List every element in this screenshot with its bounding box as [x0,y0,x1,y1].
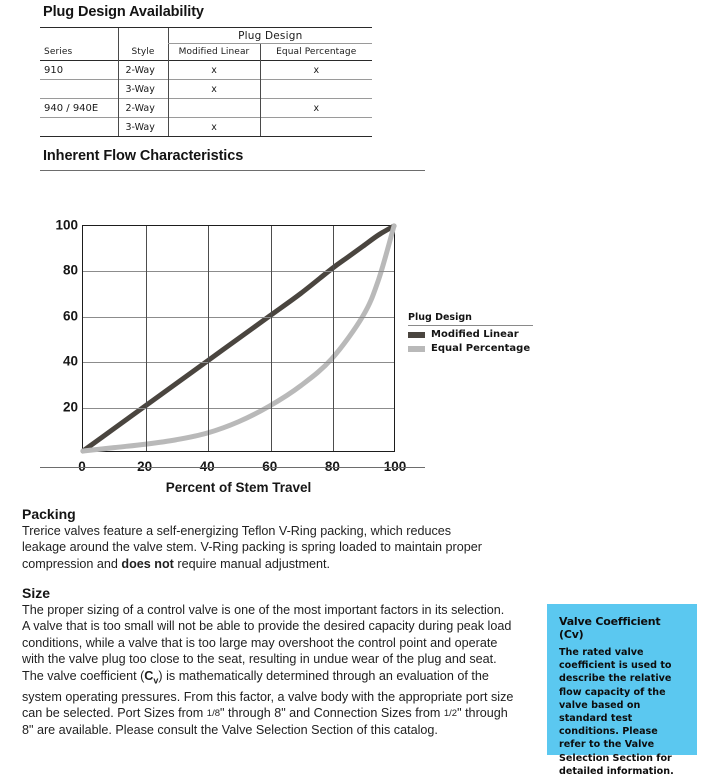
gridline-horizontal [83,362,394,363]
group-header-spacer-style [118,28,168,44]
y-axis-tick-label: 20 [62,399,78,415]
x-axis-tick-label: 40 [199,459,215,474]
table-header-equal-percentage: Equal Percentage [260,44,372,61]
heading-divider [40,170,425,171]
legend-title: Plug Design [408,312,533,326]
plug-design-availability-section [40,4,375,137]
y-axis-tick-label: 100 [55,217,78,233]
callout-title: Valve Coefficient (Cv) [559,615,661,641]
cell-equal-percentage [260,118,372,137]
gridline-horizontal [83,317,394,318]
plug-design-availability-table [40,27,372,137]
table-group-header-row [40,28,372,44]
table-header-plug-design: Plug Design [168,28,372,44]
chart-bottom-divider [40,467,425,468]
cell-style: 2-Way [118,99,168,118]
x-axis-tick-label: 20 [137,459,153,474]
cell-modified-linear: x [168,118,260,137]
packing-paragraph [22,523,494,572]
gridline-vertical [208,226,209,451]
table-row [40,80,372,99]
gridline-vertical [146,226,147,451]
fraction-one-eighth: 1/8 [206,707,221,719]
cell-style: 3-Way [118,118,168,137]
fraction-one-half: 1/2 [443,707,458,719]
size-text-part-2: ) is mathematically determined through an evaluation of the system operating pressures. From this factor, a valve body with the appropriate port size can be selected. Port Sizes from [22,668,514,720]
packing-emphasis: does not [121,556,174,571]
flow-chart-heading: Inherent Flow Characteristics [43,148,244,164]
flow-characteristics-chart [40,179,540,495]
legend-entries [408,329,533,354]
legend-item [408,329,533,340]
cell-modified-linear [168,99,260,118]
cell-equal-percentage [260,80,372,99]
x-axis-title: Percent of Stem Travel [165,480,312,495]
size-text-part-4: " through 8" are available. Please consult the Valve Selection Section of this catalog. [22,705,508,738]
y-axis-tick-labels [40,217,78,452]
group-header-spacer-series [40,28,118,44]
cell-series [40,118,118,137]
x-axis-tick-labels [78,459,407,479]
size-heading: Size [22,585,51,601]
x-axis-tick-label: 100 [383,459,407,474]
plug-availability-heading: Plug Design Availability [43,4,204,20]
gridline-horizontal [83,271,394,272]
chart-plot-area [82,225,395,452]
legend-swatch-icon [408,332,425,338]
callout-body: The rated valve coefficient is used to describe the relative flow capacity of the valve based on standard test conditions. Please refer to the Valve Selection Section for detailed information. [559,647,674,777]
gridline-horizontal [83,408,394,409]
y-axis-tick-label: 60 [62,308,78,324]
cell-equal-percentage: x [260,99,372,118]
cell-series: 940 / 940E [40,99,118,118]
legend-label: Modified Linear [431,329,519,340]
cell-style: 2-Way [118,61,168,80]
table-header-style: Style [118,44,168,61]
y-axis-tick-label: 80 [62,262,78,278]
y-axis-tick-label: 40 [62,353,78,369]
legend-item [408,343,533,354]
packing-text-part-2: require manual adjustment. [173,556,330,571]
cell-series: 910 [40,61,118,80]
chart-legend [408,312,533,354]
size-section [22,585,514,739]
cell-equal-percentage: x [260,61,372,80]
cell-style: 3-Way [118,80,168,99]
size-paragraph [22,602,514,739]
x-axis-tick-label: 80 [324,459,340,474]
table-row [40,61,372,80]
chart-curves [83,226,394,451]
size-text-part-3: " through 8" and Connection Sizes from [220,705,444,720]
gridline-vertical [333,226,334,451]
packing-text-part-1: Trerice valves feature a self-energizing Teflon V-Ring packing, which reduces leakage around the valve stem. V-Ring packing is spring loaded to maintain proper compression and [22,524,482,571]
cell-modified-linear: x [168,61,260,80]
gridline-vertical [271,226,272,451]
cv-symbol-subscript: v [153,675,159,686]
size-text-part-1: The proper sizing of a control valve is one of the most important factors in its selection. A valve that is too small will not be able to provide the desired capacity during peak load conditions, while a valve that is too large may overshoot the control point and operate with the valve plug too close to the seat, resulting in undue wear of the plug and seat. The valve coefficient ( [22,603,512,683]
table-header-series: Series [44,46,73,57]
table-row [40,99,372,118]
cv-symbol [144,668,159,686]
legend-label: Equal Percentage [431,343,531,354]
packing-heading: Packing [22,506,76,522]
cell-modified-linear: x [168,80,260,99]
table-header-modified-linear: Modified Linear [168,44,260,61]
table-row [40,118,372,137]
table-column-header-row [40,44,372,61]
inherent-flow-characteristics-section [40,148,540,495]
valve-coefficient-callout [547,604,697,777]
packing-section [22,506,494,572]
x-axis-tick-label: 0 [78,459,86,474]
legend-swatch-icon [408,346,425,352]
cv-symbol-letter: C [144,668,154,683]
x-axis-tick-label: 60 [262,459,278,474]
cell-series [40,80,118,99]
